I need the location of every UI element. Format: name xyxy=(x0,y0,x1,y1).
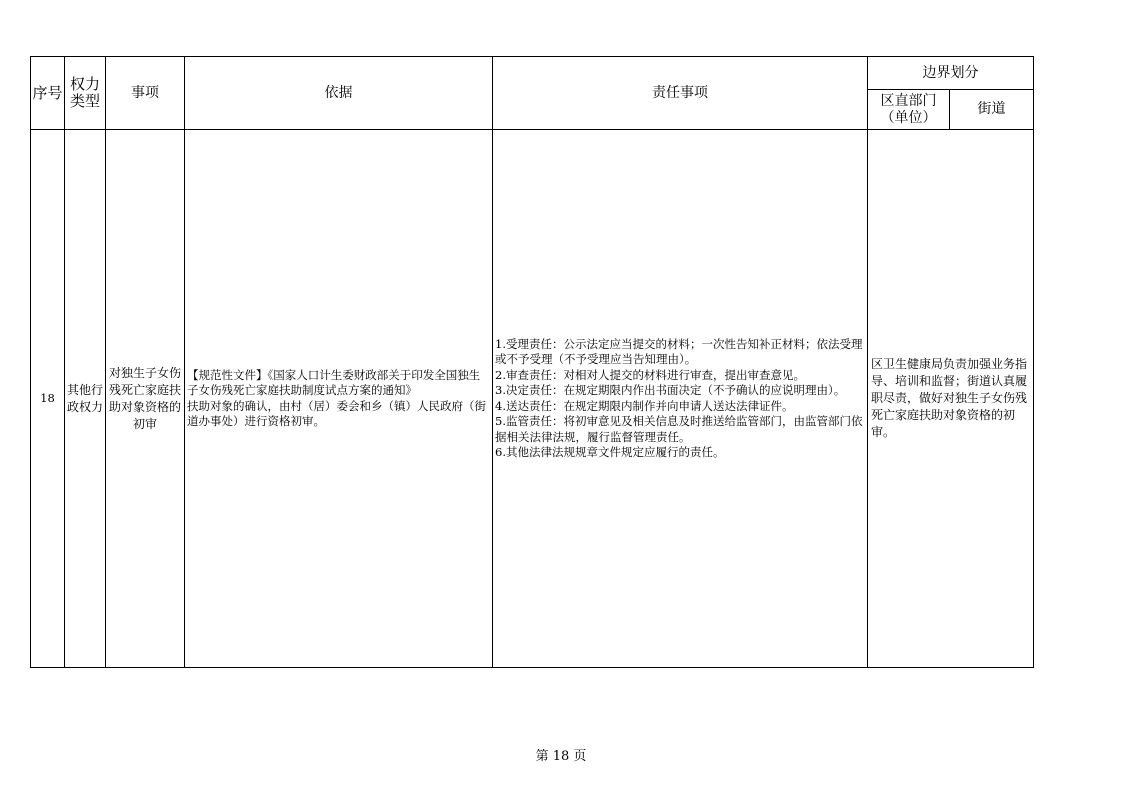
basis-line: 扶助对象的确认，由村（居）委会和乡（镇）人民政府（街道办事处）进行资格初审。 xyxy=(187,398,486,428)
header-street: 街道 xyxy=(950,90,1034,130)
responsibility-line: 1.受理责任：公示法定应当提交的材料；一次性告知补正材料；依法受理或不予受理（不予受理应当告知理由）。 xyxy=(495,336,863,366)
basis-line: 【规范性文件】《国家人口计生委财政部关于印发全国独生子女伤残死亡家庭扶助制度试点方案的通知》 xyxy=(187,367,481,397)
row-seq: 18 xyxy=(31,130,65,668)
row-district-dept: 区卫生健康局负责加强业务指导、培训和监督；街道认真履职尽责，做好对独生子女伤残死亡家庭扶助对象资格的初审。 xyxy=(868,130,1034,668)
header-seq: 序号 xyxy=(31,57,65,130)
row-item: 对独生子女伤残死亡家庭扶助对象资格的初审 xyxy=(106,130,185,668)
responsibility-line: 6.其他法律法规规章文件规定应履行的责任。 xyxy=(495,445,725,459)
page-number: 第 18 页 xyxy=(535,749,587,764)
header-boundary: 边界划分 xyxy=(868,57,1034,90)
row-power-type: 其他行政权力 xyxy=(65,130,106,668)
responsibility-line: 5.监管责任：将初审意见及相关信息及时推送给监管部门，由监管部门依据相关法律法规，履行监督管理责任。 xyxy=(495,414,863,444)
responsibility-line: 2.审查责任：对相对人提交的材料进行审查，提出审查意见。 xyxy=(495,367,805,382)
header-district-dept: 区直部门（单位） xyxy=(868,90,950,130)
table-row xyxy=(31,130,1034,668)
row-basis xyxy=(185,130,493,668)
power-list-table xyxy=(30,56,1034,668)
header-responsibility: 责任事项 xyxy=(493,57,868,130)
responsibility-line: 3.决定责任：在规定期限内作出书面决定（不予确认的应说明理由）。 xyxy=(495,383,846,397)
header-power-type: 权力类型 xyxy=(65,57,106,130)
row-responsibility xyxy=(493,130,868,668)
header-basis: 依据 xyxy=(185,57,493,130)
responsibility-line: 4.送达责任：在规定期限内制作并向申请人送达法律证件。 xyxy=(495,398,794,413)
header-item: 事项 xyxy=(106,57,185,130)
